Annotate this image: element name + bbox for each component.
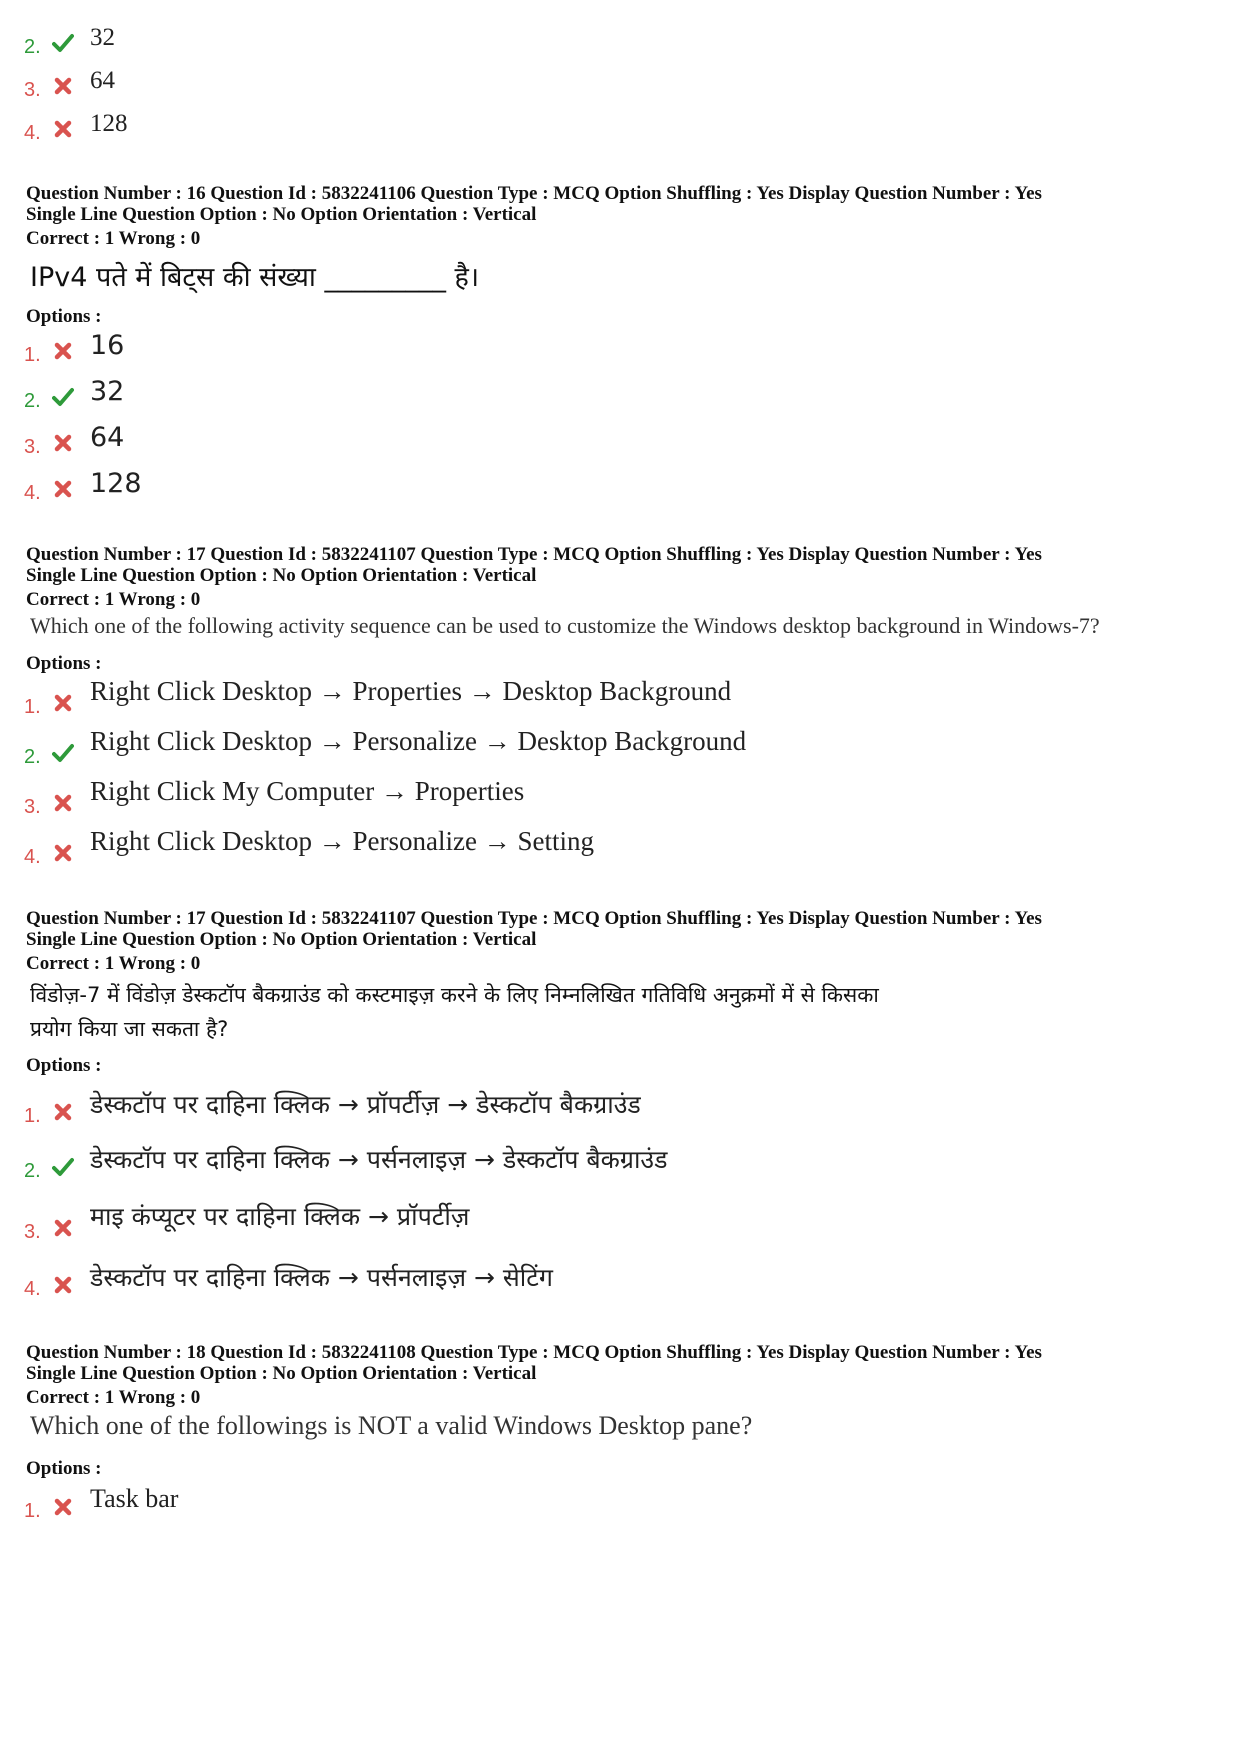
cross-icon (52, 792, 74, 814)
question-meta (26, 544, 1042, 586)
option-text: 64 (90, 422, 125, 453)
question-text-line-1: विंडोज़-7 में विंडोज़ डेस्कटॉप बैकग्राउंड को कस्टमाइज़ करने के लिए निम्नलिखित गतिविधि अनुक्रमों में से किसका (30, 983, 879, 1007)
cross-icon (52, 432, 74, 454)
score-line: Correct : 1 Wrong : 0 (26, 1387, 201, 1408)
option-text: 16 (90, 330, 125, 361)
check-icon (52, 1156, 74, 1178)
meta-line-2: Single Line Question Option : No Option Orientation : Vertical (26, 1363, 537, 1384)
option-text: Right Click Desktop → Personalize → Setting (90, 826, 594, 856)
option-text: डेस्कटॉप पर दाहिना क्लिक → प्रॉपर्टीज़ → डेस्कटॉप बैकग्राउंड (90, 1090, 641, 1119)
option-text: Right Click My Computer → Properties (90, 776, 525, 806)
check-icon (52, 386, 74, 408)
question-text: Which one of the following activity sequence can be used to customize the Windows desktop background in Windows-7? (30, 613, 1100, 638)
option-number: 2. (24, 746, 41, 768)
question-text: Which one of the followings is NOT a valid Windows Desktop pane? (30, 1411, 753, 1440)
option-text: डेस्कटॉप पर दाहिना क्लिक → पर्सनलाइज़ → सेटिंग (90, 1263, 553, 1292)
meta-line-1: Question Number : 17 Question Id : 5832241107 Question Type : MCQ Option Shuffling : Yes Display Question Number : Yes (26, 908, 1042, 929)
cross-icon (52, 1101, 74, 1123)
option-text: माइ कंप्यूटर पर दाहिना क्लिक → प्रॉपर्टीज़ (90, 1202, 470, 1231)
score-line: Correct : 1 Wrong : 0 (26, 589, 201, 610)
option-number: 4. (24, 122, 41, 144)
question-text-line-2: प्रयोग किया जा सकता है? (30, 1017, 229, 1041)
option-text: Task bar (90, 1484, 179, 1513)
option-number: 2. (24, 36, 41, 58)
options-label: Options : (26, 653, 102, 674)
options-label: Options : (26, 1055, 102, 1076)
cross-icon (52, 340, 74, 362)
cross-icon (52, 842, 74, 864)
cross-icon (52, 75, 74, 97)
meta-line-2: Single Line Question Option : No Option Orientation : Vertical (26, 929, 537, 950)
option-text: Right Click Desktop → Personalize → Desktop Background (90, 726, 747, 756)
meta-line-2: Single Line Question Option : No Option Orientation : Vertical (26, 204, 537, 225)
question-meta (26, 1342, 1042, 1384)
options-label: Options : (26, 306, 102, 327)
cross-icon (52, 1274, 74, 1296)
question-text: IPv4 पते में बिट्स की संख्या _________ है। (30, 262, 480, 293)
options-label: Options : (26, 1458, 102, 1479)
option-number: 4. (24, 846, 41, 868)
meta-line-2: Single Line Question Option : No Option Orientation : Vertical (26, 565, 537, 586)
option-number: 3. (24, 1221, 41, 1243)
cross-icon (52, 118, 74, 140)
option-number: 4. (24, 482, 41, 504)
cross-icon (52, 1496, 74, 1518)
option-number: 1. (24, 696, 41, 718)
score-line: Correct : 1 Wrong : 0 (26, 228, 201, 249)
cross-icon (52, 1217, 74, 1239)
option-text: 128 (90, 110, 128, 137)
option-number: 2. (24, 390, 41, 412)
option-number: 4. (24, 1278, 41, 1300)
option-number: 1. (24, 1500, 41, 1522)
option-number: 1. (24, 344, 41, 366)
question-meta (26, 908, 1042, 950)
option-text: डेस्कटॉप पर दाहिना क्लिक → पर्सनलाइज़ → डेस्कटॉप बैकग्राउंड (90, 1145, 668, 1174)
option-number: 2. (24, 1160, 41, 1182)
option-number: 3. (24, 796, 41, 818)
meta-line-1: Question Number : 18 Question Id : 5832241108 Question Type : MCQ Option Shuffling : Yes Display Question Number : Yes (26, 1342, 1042, 1363)
cross-icon (52, 478, 74, 500)
option-number: 3. (24, 79, 41, 101)
meta-line-1: Question Number : 17 Question Id : 5832241107 Question Type : MCQ Option Shuffling : Yes Display Question Number : Yes (26, 544, 1042, 565)
option-number: 3. (24, 436, 41, 458)
option-text: 64 (90, 67, 115, 94)
check-icon (52, 742, 74, 764)
option-text: 128 (90, 468, 142, 499)
cross-icon (52, 692, 74, 714)
score-line: Correct : 1 Wrong : 0 (26, 953, 201, 974)
question-meta (26, 183, 1042, 225)
meta-line-1: Question Number : 16 Question Id : 5832241106 Question Type : MCQ Option Shuffling : Yes Display Question Number : Yes (26, 183, 1042, 204)
option-number: 1. (24, 1105, 41, 1127)
check-icon (52, 32, 74, 54)
option-text: 32 (90, 376, 125, 407)
option-text: Right Click Desktop → Properties → Desktop Background (90, 676, 732, 706)
option-text: 32 (90, 24, 115, 51)
